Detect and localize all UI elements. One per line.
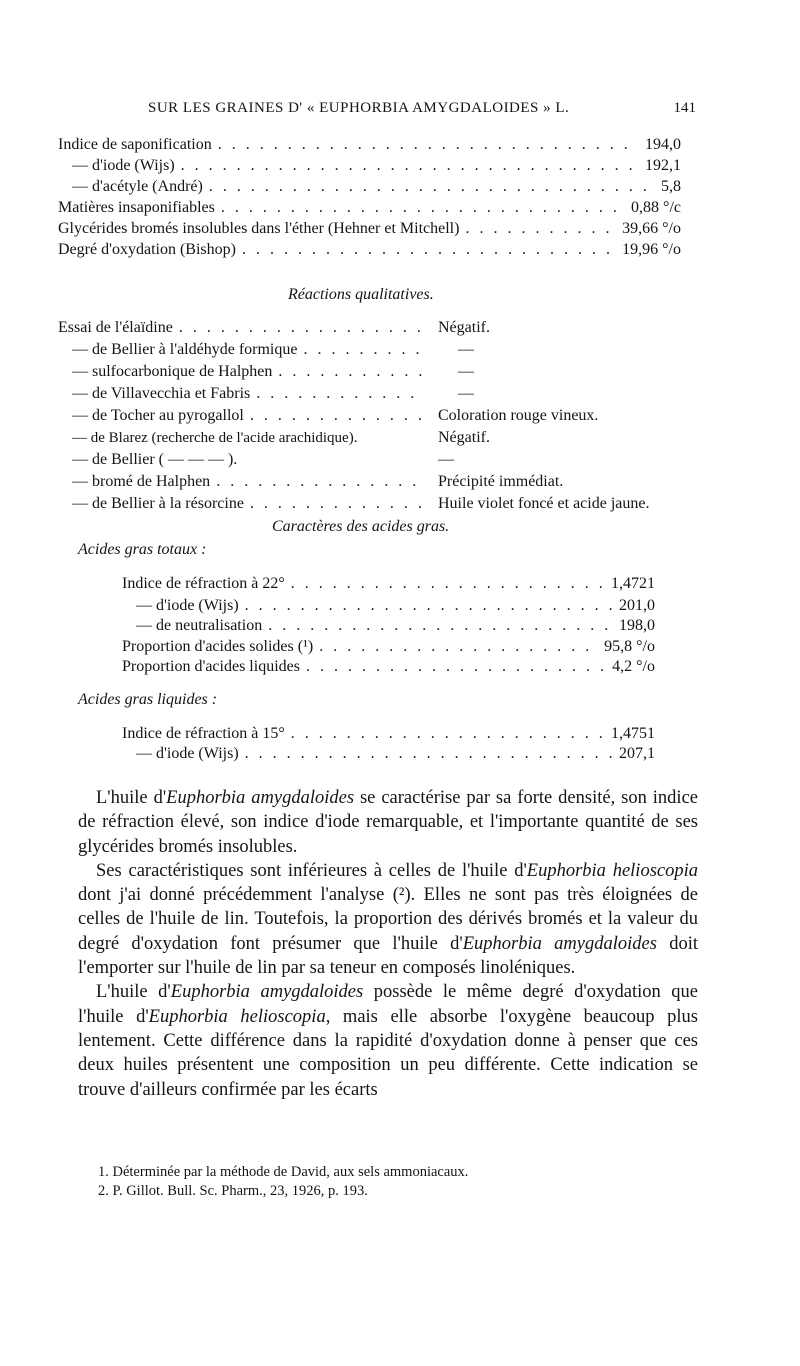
leader-dots: [181, 156, 639, 176]
constant-row: [58, 156, 681, 176]
leader-dots: [245, 596, 613, 616]
reaction-label: — de Villavecchia et Fabris: [72, 385, 251, 402]
acid-row: [122, 657, 655, 677]
leader-dots: [242, 240, 616, 260]
footnotes: [78, 1163, 698, 1201]
body-text: [78, 786, 698, 1102]
constant-value: 192,1: [645, 157, 681, 174]
reaction-result: —: [458, 363, 474, 380]
reaction-result: —: [458, 385, 474, 402]
acid-value: 1,4751: [611, 725, 655, 742]
leader-dots: [306, 657, 606, 677]
reaction-result: Précipité immédiat.: [438, 473, 564, 490]
leader-dots: [303, 340, 424, 360]
reaction-row: [72, 406, 430, 426]
constant-label: Matières insaponifiables: [58, 199, 215, 216]
reaction-result: Négatif.: [438, 319, 490, 336]
constant-row: [58, 177, 681, 197]
acid-label: Proportion d'acides liquides: [122, 658, 300, 675]
constant-value: 19,96 °/o: [622, 241, 681, 258]
paragraph: L'huile d'Euphorbia amygdaloides se caractérise par sa forte densité, son indice de réfraction élevé, son indice d'iode remarquable, et l'importante quantité de ses glycérides bromés insolubles.: [78, 788, 698, 857]
reaction-row: [72, 362, 430, 382]
reaction-row: [72, 472, 430, 492]
reaction-label: — de Bellier à l'aldéhyde formique: [72, 341, 298, 358]
acid-label: Indice de réfraction à 15°: [122, 725, 285, 742]
constant-value: 194,0: [645, 136, 681, 153]
acid-value: 201,0: [619, 597, 655, 614]
page-number: 141: [673, 100, 696, 116]
leader-dots: [245, 744, 613, 764]
acid-value: 207,1: [619, 745, 655, 762]
constant-label: Degré d'oxydation (Bishop): [58, 241, 236, 258]
reaction-label: — de Tocher au pyrogallol: [72, 407, 244, 424]
acid-label: Indice de réfraction à 22°: [122, 575, 285, 592]
running-head: [148, 100, 696, 122]
subheading-total-acids: Acides gras totaux :: [78, 541, 207, 558]
leader-dots: [256, 384, 424, 404]
constant-value: 0,88 °/c: [631, 199, 681, 216]
paragraph: L'huile d'Euphorbia amygdaloides possède le même degré d'oxydation que l'huile d'Euphorbia helioscopia, mais elle absorbe l'oxygène beaucoup plus lentement. Cette différence dans la rapidité d'oxydation donne à penser que ces deux huiles présentent une composition un peu différente. Cette indication se trouve d'ailleurs confirmée par les écarts: [78, 982, 698, 1100]
leader-dots: [250, 494, 424, 514]
reaction-row: [72, 340, 430, 360]
footnote: 1. Déterminée par la méthode de David, aux sels ammoniacaux.: [98, 1164, 469, 1180]
leader-dots: [278, 362, 424, 382]
constant-row: [58, 219, 681, 239]
acid-row: [122, 596, 655, 616]
leader-dots: [291, 724, 605, 744]
leader-dots: [216, 472, 424, 492]
reaction-result: —: [458, 341, 474, 358]
acid-value: 95,8 °/o: [604, 638, 655, 655]
leader-dots: [465, 219, 616, 239]
reaction-row: [72, 494, 430, 514]
reaction-result: Négatif.: [438, 429, 490, 446]
constant-value: 39,66 °/o: [622, 220, 681, 237]
reaction-label: — de Blarez (recherche de l'acide arachidique).: [72, 430, 358, 446]
leader-dots: [221, 198, 625, 218]
section-heading-fatty-acids: Caractères des acides gras.: [272, 518, 450, 535]
acid-value: 1,4721: [611, 575, 655, 592]
footnote: 2. P. Gillot. Bull. Sc. Pharm., 23, 1926, p. 193.: [98, 1183, 368, 1199]
leader-dots: [209, 177, 655, 197]
reaction-result: —: [438, 451, 454, 468]
reaction-label: — sulfocarbonique de Halphen: [72, 363, 273, 380]
constant-row: [58, 240, 681, 260]
constant-label: — d'iode (Wijs): [72, 157, 175, 174]
reaction-label: Essai de l'élaïdine: [58, 319, 173, 336]
acid-label: — d'iode (Wijs): [136, 597, 239, 614]
reaction-row: [58, 318, 430, 338]
leader-dots: [250, 406, 424, 426]
acid-label: Proportion d'acides solides (¹): [122, 638, 314, 655]
constant-label: — d'acétyle (André): [72, 178, 203, 195]
paragraph: Ses caractéristiques sont inférieures à celles de l'huile d'Euphorbia helioscopia dont j'ai donné précédemment l'analyse (²). Elles ne sont pas très éloignées de celles de l'huile de lin. Toutefois, la proportion des dérivés bromés et la valeur du degré d'oxydation font présumer que l'huile d'Euphorbia amygdaloides doit l'emporter sur l'huile de lin par sa teneur en composés linoléniques.: [78, 860, 698, 979]
running-head-title: SUR LES GRAINES D' « EUPHORBIA AMYGDALOIDES » L.: [148, 100, 570, 116]
leader-dots: [218, 135, 639, 155]
acid-label: — de neutralisation: [136, 617, 263, 634]
constant-label: Glycérides bromés insolubles dans l'éther (Hehner et Mitchell): [58, 220, 460, 237]
reaction-label: — de Bellier ( — — — ).: [72, 451, 238, 468]
reaction-label: — de Bellier à la résorcine: [72, 495, 244, 512]
section-heading-qualitative: Réactions qualitatives.: [288, 286, 434, 303]
leader-dots: [291, 574, 605, 594]
acid-value: 198,0: [619, 617, 655, 634]
leader-dots: [268, 616, 613, 636]
acid-value: 4,2 °/o: [612, 658, 655, 675]
acid-row: [122, 724, 655, 744]
acid-row: [122, 574, 655, 594]
leader-dots: [179, 318, 424, 338]
reaction-label: — bromé de Halphen: [72, 473, 211, 490]
reaction-row: [72, 384, 430, 404]
leader-dots: [319, 637, 598, 657]
acid-row: [122, 637, 655, 657]
subheading-liquid-acids: Acides gras liquides :: [78, 691, 218, 708]
constant-value: 5,8: [661, 178, 681, 195]
constant-label: Indice de saponification: [58, 136, 212, 153]
reaction-result: Huile violet foncé et acide jaune.: [438, 495, 650, 512]
constant-row: [58, 198, 681, 218]
reaction-result: Coloration rouge vineux.: [438, 407, 599, 424]
acid-label: — d'iode (Wijs): [136, 745, 239, 762]
constant-row: [58, 135, 681, 155]
acid-row: [122, 616, 655, 636]
acid-row: [122, 744, 655, 764]
